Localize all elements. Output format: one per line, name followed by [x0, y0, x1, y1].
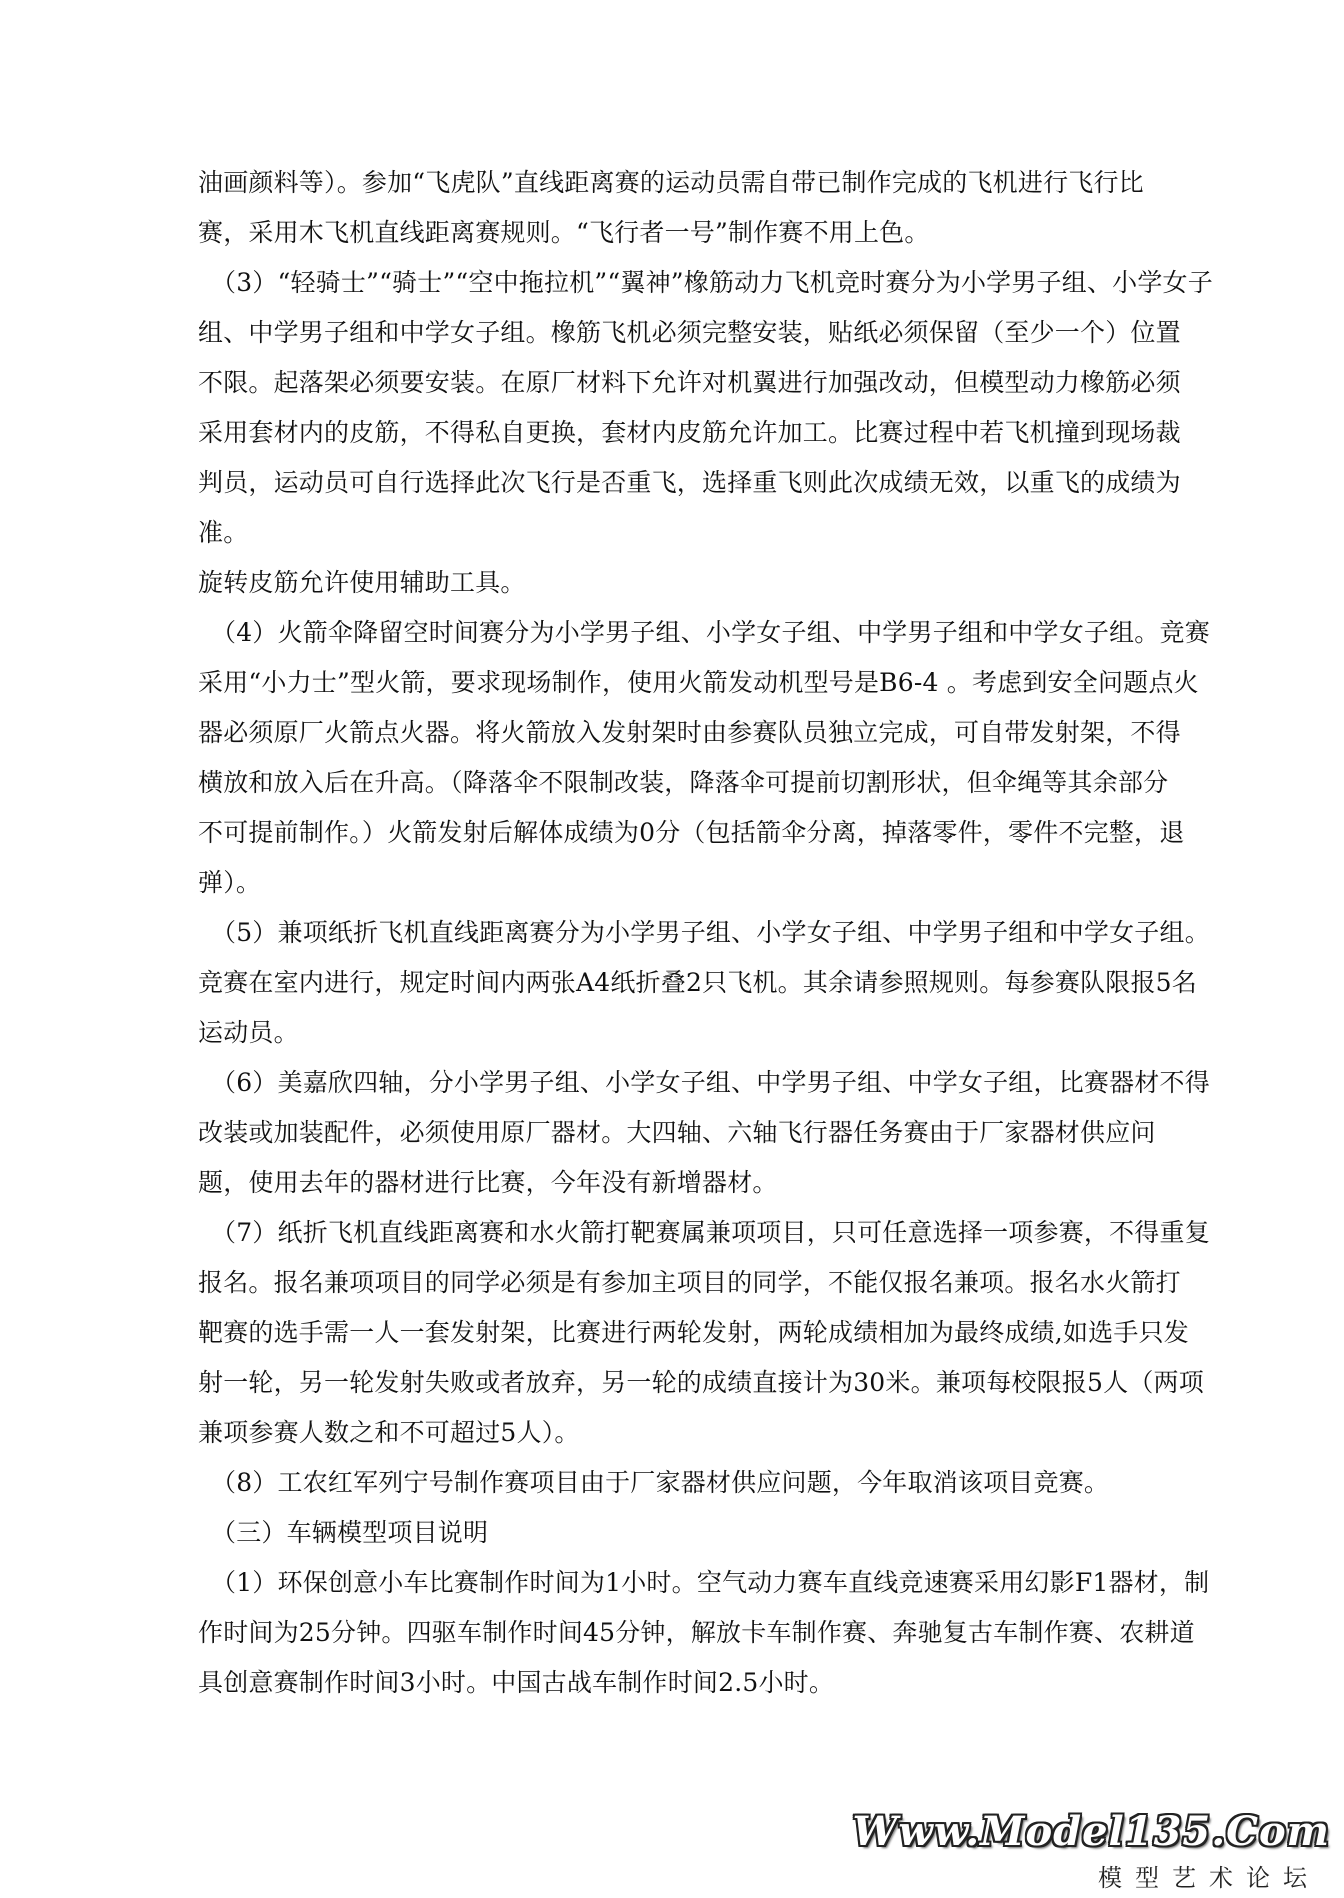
text-line: 横放和放入后在升高。（降落伞不限制改装，降落伞可提前切割形状，但伞绳等其余部分: [198, 768, 1169, 797]
text-line: 油画颜料等）。参加“飞虎队”直线距离赛的运动员需自带已制作完成的飞机进行飞行比: [198, 168, 1144, 197]
text-line: 射一轮，另一轮发射失败或者放弃，另一轮的成绩直接计为30米。兼项每校限报5人（两项: [198, 1368, 1204, 1397]
text-line: （1）环保创意小车比赛制作时间为1小时。空气动力赛车直线竞速赛采用幻影F1器材，制: [211, 1568, 1210, 1597]
section-heading: （三）车辆模型项目说明: [211, 1518, 489, 1547]
text-line: 判员，运动员可自行选择此次飞行是否重飞，选择重飞则此次成绩无效，以重飞的成绩为: [198, 468, 1181, 497]
text-line: （4）火箭伞降留空时间赛分为小学男子组、小学女子组、中学男子组和中学女子组。竞赛: [211, 618, 1210, 647]
text-line: 运动员。: [198, 1018, 299, 1047]
text-line: 作时间为25分钟。四驱车制作时间45分钟，解放卡车制作赛、奔驰复古车制作赛、农耕道: [198, 1618, 1195, 1647]
text-line: 竞赛在室内进行，规定时间内两张A4纸折叠2只飞机。其余请参照规则。每参赛队限报5名: [198, 968, 1197, 997]
site-watermark: [852, 1808, 1330, 1892]
text-line: 旋转皮筋允许使用辅助工具。: [198, 568, 526, 597]
watermark-site: Www.Model135.Com: [852, 1808, 1330, 1855]
text-line: （7）纸折飞机直线距离赛和水火箭打靶赛属兼项项目，只可任意选择一项参赛，不得重复: [211, 1218, 1210, 1247]
text-line: 兼项参赛人数之和不可超过5人）。: [198, 1418, 580, 1447]
text-line: 弹）。: [198, 868, 262, 897]
text-line: 改装或加装配件，必须使用原厂器材。大四轴、六轴飞行器任务赛由于厂家器材供应问: [198, 1118, 1156, 1147]
text-line: （6）美嘉欣四轴，分小学男子组、小学女子组、中学男子组、中学女子组，比赛器材不得: [211, 1068, 1210, 1097]
text-line: 赛，采用木飞机直线距离赛规则。“飞行者一号”制作赛不用上色。: [198, 218, 930, 247]
text-line: 不限。起落架必须要安装。在原厂材料下允许对机翼进行加强改动，但模型动力橡筋必须: [198, 368, 1181, 397]
text-line: 采用套材内的皮筋，不得私自更换，套材内皮筋允许加工。比赛过程中若飞机撞到现场裁: [198, 418, 1181, 447]
text-line: 不可提前制作。）火箭发射后解体成绩为0分（包括箭伞分离，掉落零件，零件不完整，退: [198, 818, 1185, 847]
watermark-caption: 模型艺术论坛: [1098, 1864, 1320, 1892]
text-line: （3）“轻骑士”“骑士”“空中拖拉机”“翼神”橡筋动力飞机竞时赛分为小学男子组、小学女子: [211, 268, 1213, 297]
text-line: 具创意赛制作时间3小时。中国古战车制作时间2.5小时。: [198, 1668, 835, 1697]
text-line: 组、中学男子组和中学女子组。橡筋飞机必须完整安装，贴纸必须保留（至少一个）位置: [198, 318, 1181, 347]
text-line: （5）兼项纸折飞机直线距离赛分为小学男子组、小学女子组、中学男子组和中学女子组。: [211, 918, 1210, 947]
text-line: 靶赛的选手需一人一套发射架，比赛进行两轮发射，两轮成绩相加为最终成绩,如选手只发: [198, 1318, 1189, 1347]
text-line: 器必须原厂火箭点火器。将火箭放入发射架时由参赛队员独立完成，可自带发射架，不得: [198, 718, 1181, 747]
text-line: （8）工农红军列宁号制作赛项目由于厂家器材供应问题，今年取消该项目竞赛。: [211, 1468, 1110, 1497]
text-line: 采用“小力士”型火箭，要求现场制作，使用火箭发动机型号是B6-4 。考虑到安全问题点火: [198, 668, 1199, 697]
text-line: 题，使用去年的器材进行比赛，今年没有新增器材。: [198, 1168, 778, 1197]
text-line: 报名。报名兼项项目的同学必须是有参加主项目的同学，不能仅报名兼项。报名水火箭打: [198, 1268, 1181, 1297]
text-line: 准。: [198, 518, 249, 547]
